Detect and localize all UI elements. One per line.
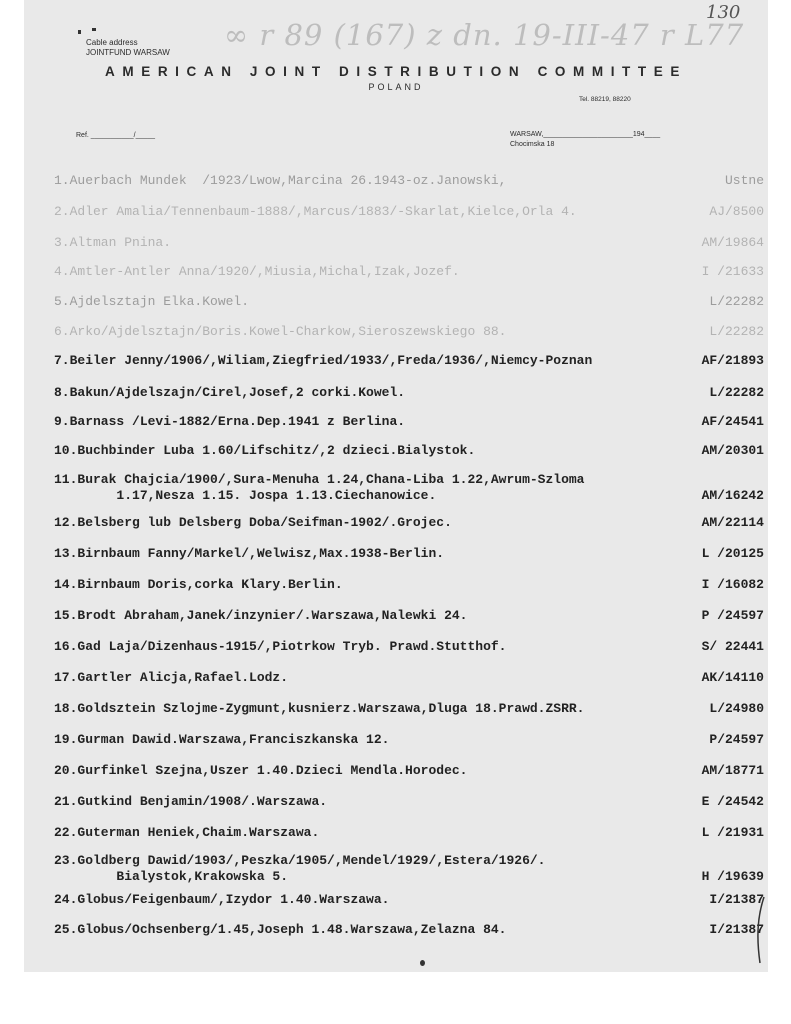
list-item (54, 608, 764, 624)
entry-code: AM/16242 (701, 488, 764, 503)
entry-text: 19.Gurman Dawid.Warszawa,Franciszkanska 12. (54, 732, 390, 747)
list-item (54, 892, 764, 908)
entry-code: I /16082 (701, 577, 764, 592)
entry-text: 16.Gad Laja/Dizenhaus-1915/,Piotrkow Tryb. Prawd.Stutthof. (54, 639, 507, 654)
ref-blank: ___________/_____ (90, 132, 156, 139)
list-item (54, 294, 764, 310)
entry-code: I /21633 (701, 264, 764, 279)
entry-code: L/24980 (709, 701, 764, 716)
entry-text: 15.Brodt Abraham,Janek/inzynier/.Warszawa,Nalewki 24. (54, 608, 468, 623)
entry-code: I/21387 (709, 892, 764, 907)
street-address: Chocimska 18 (510, 141, 555, 148)
ink-mark (78, 30, 81, 34)
entry-code: L/22282 (709, 385, 764, 400)
entry-text: 2.Adler Amalia/Tennenbaum-1888/,Marcus/1883/-Skarlat,Kielce,Orla 4. (54, 204, 577, 219)
entry-code: L/22282 (709, 294, 764, 309)
entry-code: L/22282 (709, 324, 764, 339)
punch-hole (420, 960, 425, 966)
entry-code: S/ 22441 (701, 639, 764, 654)
handwritten-annotation: ∞ r 89 (167) z dn. 19-III-47 r L77 (224, 18, 745, 52)
list-item (54, 515, 764, 531)
country-name: POLAND (368, 82, 424, 92)
entry-text: 25.Globus/Ochsenberg/1.45,Joseph 1.48.Warszawa,Zelazna 84. (54, 922, 507, 937)
entry-code: L /21931 (701, 825, 764, 840)
entry-text: 22.Guterman Heniek,Chaim.Warszawa. (54, 825, 320, 840)
list-item (54, 763, 764, 779)
document-page (24, 0, 768, 972)
entry-code: E /24542 (701, 794, 764, 809)
list-item (54, 732, 764, 748)
list-item (54, 235, 764, 251)
entry-text: 4.Amtler-Antler Anna/1920/,Miusia,Michal,Izak,Jozef. (54, 264, 460, 279)
list-item (54, 414, 764, 430)
entry-text: 8.Bakun/Ajdelszajn/Cirel,Josef,2 corki.Kowel. (54, 385, 406, 400)
ref-label: Ref. (76, 132, 89, 139)
entry-code: AM/22114 (701, 515, 764, 530)
list-item (54, 443, 764, 459)
entry-text: 12.Belsberg lub Delsberg Doba/Seifman-1902/.Grojec. (54, 515, 452, 530)
entry-text: 21.Gutkind Benjamin/1908/.Warszawa. (54, 794, 328, 809)
entry-text: 3.Altman Pnina. (54, 235, 172, 250)
entry-text: 5.Ajdelsztajn Elka.Kowel. (54, 294, 250, 309)
entry-code: P /24597 (701, 608, 764, 623)
entry-code: AK/14110 (701, 670, 764, 685)
cable-address-value: JOINTFUND WARSAW (86, 47, 170, 57)
list-item (54, 385, 764, 401)
ref-field (76, 132, 155, 139)
entry-code: H /19639 (701, 869, 764, 884)
list-item (54, 794, 764, 810)
entry-text: 11.Burak Chajcia/1900/,Sura-Menuha 1.24,Chana-Liba 1.22,Awrum-Szloma 1.17,Nesza 1.15. Jospa 1.13.Ciechanowice. (54, 472, 585, 503)
entry-text: 9.Barnass /Levi-1882/Erna.Dep.1941 z Berlina. (54, 414, 406, 429)
entry-code: I/21387 (709, 922, 764, 937)
entry-text: 24.Globus/Feigenbaum/,Izydor 1.40.Warszawa. (54, 892, 390, 907)
list-item (54, 472, 764, 504)
page-number: 130 (706, 2, 741, 23)
entry-code: AM/19864 (701, 235, 764, 250)
cable-address (86, 38, 170, 57)
entry-code: L /20125 (701, 546, 764, 561)
entry-code: AM/20301 (701, 443, 764, 458)
entry-text: 14.Birnbaum Doris,corka Klary.Berlin. (54, 577, 343, 592)
list-item (54, 577, 764, 593)
entry-code: AF/21893 (701, 353, 764, 368)
entry-text: 13.Birnbaum Fanny/Markel/,Welwisz,Max.1938-Berlin. (54, 546, 445, 561)
entry-text: 6.Arko/Ajdelsztajn/Boris.Kowel-Charkow,Sieroszewskiego 88. (54, 324, 507, 339)
entry-code: P/24597 (709, 732, 764, 747)
list-item (54, 324, 764, 340)
ink-mark (92, 28, 96, 31)
entry-text: 10.Buchbinder Luba 1.60/Lifschitz/,2 dzieci.Bialystok. (54, 443, 476, 458)
list-item (54, 639, 764, 655)
list-item (54, 701, 764, 717)
warsaw-date-line: WARSAW,_______________________194____ (510, 131, 661, 138)
entry-text: 18.Goldsztein Szlojme-Zygmunt,kusnierz.Warszawa,Dluga 18.Prawd.ZSRR. (54, 701, 585, 716)
date-place-field (510, 130, 660, 150)
entry-code: AF/24541 (701, 414, 764, 429)
list-item (54, 825, 764, 841)
entry-code: AJ/8500 (709, 204, 764, 219)
entry-text: 1.Auerbach Mundek /1923/Lwow,Marcina 26.1943-oz.Janowski, (54, 173, 507, 188)
telephone: Tel. 88219, 88220 (579, 96, 631, 103)
entry-text: 7.Beiler Jenny/1906/,Wiliam,Ziegfried/1933/,Freda/1936/,Niemcy-Poznan (54, 353, 593, 368)
entry-code: Ustne (724, 173, 764, 188)
list-item (54, 853, 764, 885)
cable-address-label: Cable address (86, 38, 138, 47)
list-item (54, 546, 764, 562)
list-item (54, 173, 764, 189)
handwritten-stroke (752, 895, 766, 965)
entry-code: AM/18771 (701, 763, 764, 778)
list-item (54, 353, 764, 369)
entry-text: 23.Goldberg Dawid/1903/,Peszka/1905/,Mendel/1929/,Estera/1926/. Bialystok,Krakowska 5. (54, 853, 546, 884)
list-item (54, 264, 764, 280)
list-item (54, 204, 764, 220)
list-item (54, 922, 764, 938)
entry-text: 17.Gartler Alicja,Rafael.Lodz. (54, 670, 289, 685)
entry-text: 20.Gurfinkel Szejna,Uszer 1.40.Dzieci Mendla.Horodec. (54, 763, 468, 778)
organization-name: AMERICAN JOINT DISTRIBUTION COMMITTEE (105, 64, 687, 79)
list-item (54, 670, 764, 686)
